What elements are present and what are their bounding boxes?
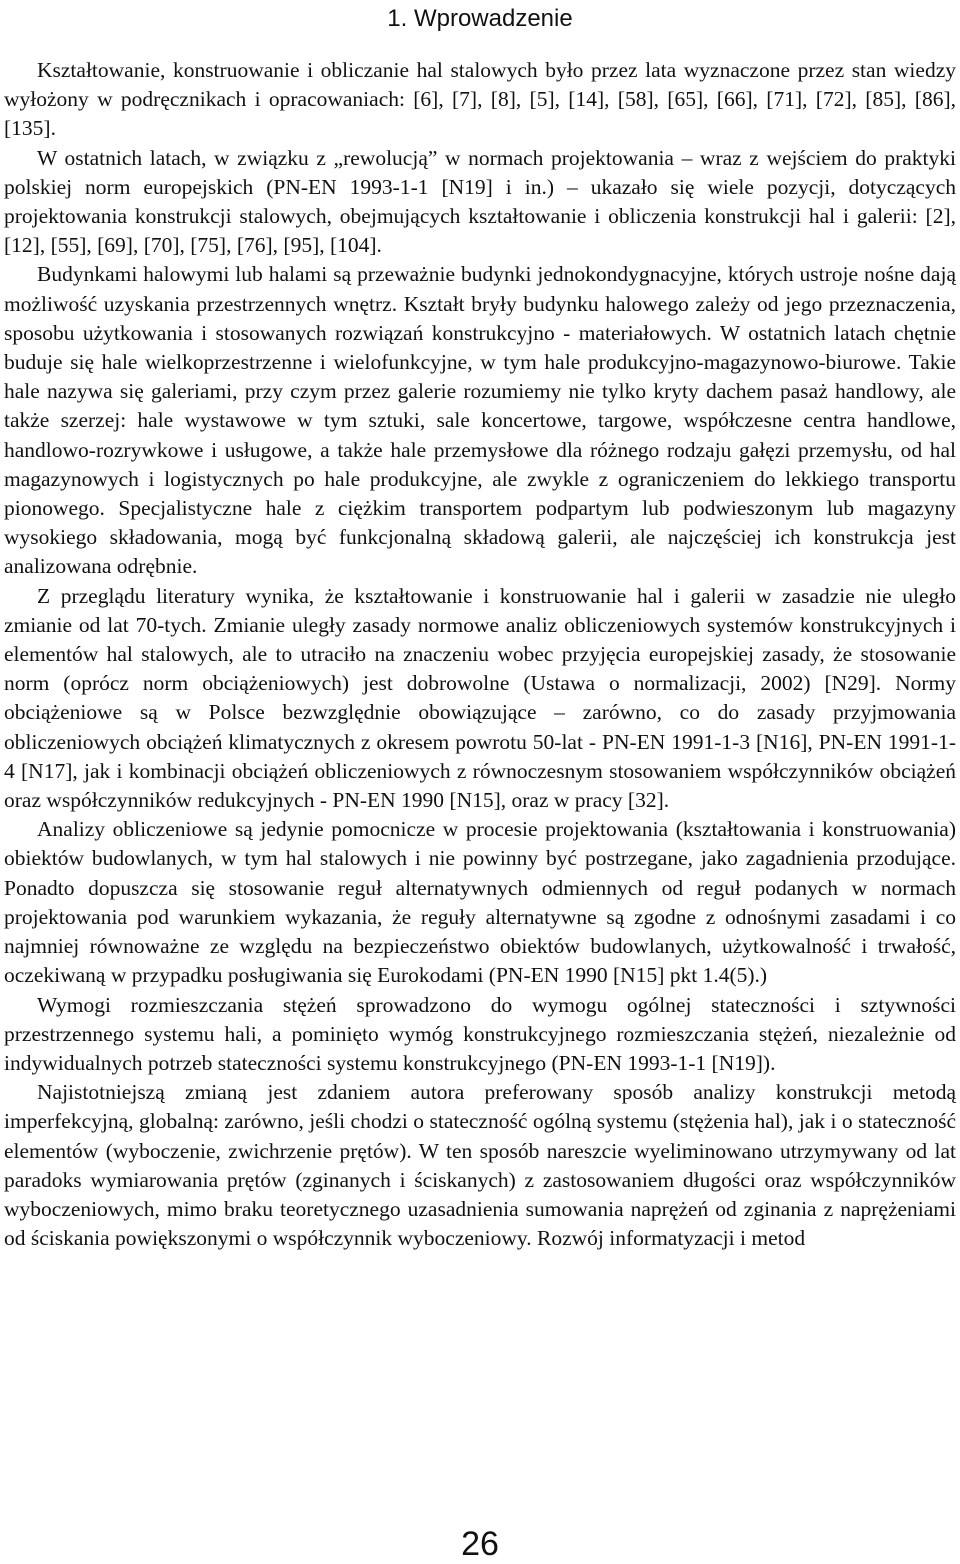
paragraph: Kształtowanie, konstruowanie i obliczanie hal stalowych było przez lata wyznaczone przez stan wiedzy wyłożony w podręcznikach i opracowaniach: [6], [7], [8], [5], [14], [58], [65], [66], [71], [72], [85], [86], [135]. xyxy=(4,58,956,141)
paragraph: Najistotniejszą zmianą jest zdaniem autora preferowany sposób analizy konstrukcji metodą imperfekcyjną, globalną: zarówno, jeśli chodzi o stateczność ogólną systemu (stężenia hal), jak i o stateczność elementów (wyboczenie, zwichrzenie prętów). W ten sposób nareszcie wyeliminowano utrzymywany od lat paradoks wymiarowania prętów (zginanych i ściskanych) z zastosowaniem długości oraz współczynników wyboczeniowych, mimo braku teoretycznego uzasadnienia sumowania naprężeń od zginania z naprężeniami od ściskania powiększonymi o współczynnik wyboczeniowy. Rozwój informatyzacji i metod xyxy=(4,1080,956,1251)
body-text xyxy=(4,56,956,1253)
page-number: 26 xyxy=(461,1525,499,1563)
paragraph: Budynkami halowymi lub halami są przeważnie budynki jednokondygnacyjne, których ustroje nośne dają możliwość uzyskania przestrzennych wnętrz. Kształt bryły budynku halowego zależy od jego przeznaczenia, sposobu użytkowania i stosowanych rozwiązań konstrukcyjno - materiałowych. W ostatnich latach chętnie buduje się hale wielkoprzestrzenne i wielofunkcyjne, w tym hale produkcyjno-magazynowo-biurowe. Takie hale nazywa się galeriami, przy czym przez galerie rozumiemy nie tylko kryty dachem pasaż handlowy, ale także szerzej: hale wystawowe w tym sztuki, sale koncertowe, targowe, współczesne centra handlowe, handlowo-rozrywkowe i usługowe, a także hale przemysłowe dla różnego rodzaju gałęzi przemysłu, od hal magazynowych i logistycznych po hale produkcyjne, ale zwykle z ograniczeniem do lekkiego transportu pionowego. Specjalistyczne hale z ciężkim transportem podpartym lub podwieszonym lub magazyny wysokiego składowania, mogą być funkcjonalną składową galerii, ale najczęściej ich konstrukcja jest analizowana odrębnie. xyxy=(4,262,956,579)
paragraph: Z przeglądu literatury wynika, że kształtowanie i konstruowanie hal i galerii w zasadzie nie uległo zmianie od lat 70-tych. Zmianie uległy zasady normowe analiz obliczeniowych systemów konstrukcyjnych i elementów hal stalowych, ale to utraciło na znaczeniu wobec przyjęcia europejskiej zasady, że stosowanie norm (oprócz norm obciążeniowych) jest dobrowolne (Ustawa o normalizacji, 2002) [N29]. Normy obciążeniowe są w Polsce bezwzględnie obowiązujące – zarówno, co do zasady przyjmowania obliczeniowych obciążeń klimatycznych z okresem powrotu 50-lat - PN-EN 1991-1-3 [N16], PN-EN 1991-1-4 [N17], jak i kombinacji obciążeń obliczeniowych z równoczesnym stosowaniem współczynników obciążeń oraz współczynników redukcyjnych - PN-EN 1990 [N15], oraz w pracy [32]. xyxy=(4,583,956,813)
paragraph: Wymogi rozmieszczania stężeń sprowadzono do wymogu ogólnej stateczności i sztywności przestrzennego systemu hali, a pominięto wymóg konstrukcyjnego rozmieszczania stężeń, niezależnie od indywidualnych potrzeb stateczności systemu konstrukcyjnego (PN-EN 1993-1-1 [N19]). xyxy=(4,992,956,1075)
paragraph: Analizy obliczeniowe są jedynie pomocnicze w procesie projektowania (kształtowania i konstruowania) obiektów budowlanych, w tym hal stalowych i nie powinny być postrzegane, jako zagadnienia przodujące. Ponadto dopuszcza się stosowanie reguł alternatywnych odmiennych od reguł podanych w normach projektowania pod warunkiem wykazania, że reguły alternatywne są zgodne z odnośnymi zasadami i co najmniej równoważne ze względu na bezpieczeństwo obiektów budowlanych, użytkowalność i trwałość, oczekiwaną w przypadku posługiwania się Eurokodami (PN-EN 1990 [N15] pkt 1.4(5).) xyxy=(4,817,956,988)
chapter-heading: 1. Wprowadzenie xyxy=(387,5,573,32)
document-page xyxy=(4,0,956,1564)
paragraph: W ostatnich latach, w związku z „rewolucją” w normach projektowania – wraz z wejściem do praktyki polskiej norm europejskich (PN-EN 1993-1-1 [N19] i in.) – ukazało się wiele pozycji, dotyczących projektowania konstrukcji stalowych, obejmujących kształtowanie i obliczenia konstrukcji hal i galerii: [2], [12], [55], [69], [70], [75], [76], [95], [104]. xyxy=(4,145,956,258)
